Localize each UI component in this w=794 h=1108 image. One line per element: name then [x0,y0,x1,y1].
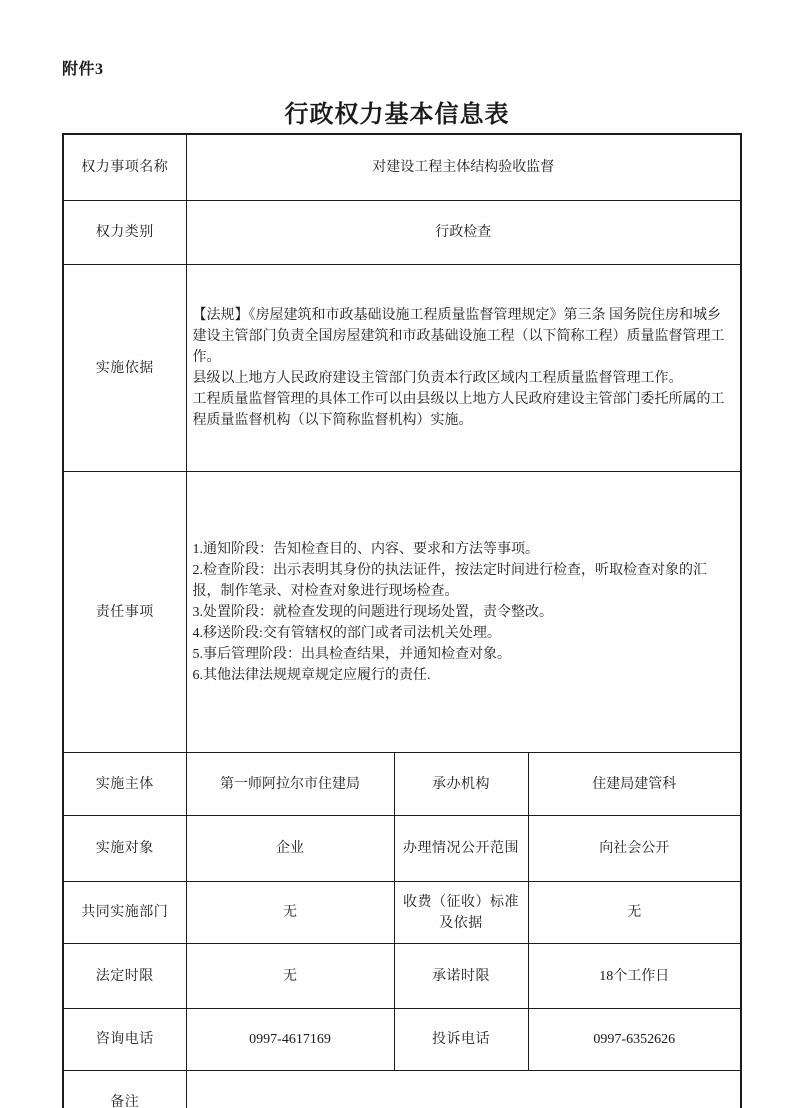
power-type-value: 行政检查 [186,201,741,265]
legal-time-limit-value: 无 [186,944,394,1009]
consult-phone-label: 咨询电话 [63,1009,186,1071]
disclosure-scope-value: 向社会公开 [528,816,741,882]
handling-agency-label: 承办机构 [394,753,528,816]
row-remark [63,1071,741,1108]
fee-standard-value: 无 [528,882,741,944]
row-duties [63,472,741,753]
duties-value [186,472,741,753]
fee-standard-label: 收费（征收）标准及依据 [394,882,528,944]
subject-value: 第一师阿拉尔市住建局 [186,753,394,816]
joint-dept-label: 共同实施部门 [63,882,186,944]
power-type-label: 权力类别 [63,201,186,265]
remark-label: 备注 [63,1071,186,1108]
complaint-phone-value: 0997-6352626 [528,1009,741,1071]
row-time-limit [63,944,741,1009]
basis-paragraph: 工程质量监督管理的具体工作可以由县级以上地方人民政府建设主管部门委托所属的工程质量监督机构（以下简称监督机构）实施。 [192,392,725,428]
duty-item: 3.处置阶段：就检查发现的问题进行现场处置，责令整改。 [192,604,553,620]
legal-time-limit-label: 法定时限 [63,944,186,1009]
target-label: 实施对象 [63,816,186,882]
row-joint-dept [63,882,741,944]
duties-label: 责任事项 [63,472,186,753]
attachment-label: 附件3 [62,61,104,78]
item-name-value: 对建设工程主体结构验收监督 [186,134,741,201]
duty-item: 6.其他法律法规规章规定应履行的责任. [192,667,431,683]
item-name-label: 权力事项名称 [63,134,186,201]
row-target [63,816,741,882]
duty-item: 4.移送阶段:交有管辖权的部门或者司法机关处理。 [192,625,501,641]
row-basis [63,265,741,472]
promised-time-limit-value: 18个工作日 [528,944,741,1009]
row-power-type [63,201,741,265]
basis-label: 实施依据 [63,265,186,472]
target-value: 企业 [186,816,394,882]
promised-time-limit-label: 承诺时限 [394,944,528,1009]
complaint-phone-label: 投诉电话 [394,1009,528,1071]
consult-phone-value: 0997-4617169 [186,1009,394,1071]
subject-label: 实施主体 [63,753,186,816]
duty-item: 5.事后管理阶段：出具检查结果，并通知检查对象。 [192,646,511,662]
row-subject [63,753,741,816]
duty-item: 1.通知阶段：告知检查目的、内容、要求和方法等事项。 [192,541,539,557]
disclosure-scope-label: 办理情况公开范围 [394,816,528,882]
basis-value [186,265,741,472]
row-item-name [63,134,741,201]
duty-item: 2.检查阶段：出示表明其身份的执法证件，按法定时间进行检查，听取检查对象的汇报，制作笔录、对检查对象进行现场检查。 [192,562,707,599]
basis-paragraph: 【法规】《房屋建筑和市政基础设施工程质量监督管理规定》第三条 国务院住房和城乡建设主管部门负责全国房屋建筑和市政基础设施工程（以下简称工程）质量监督管理工作。 [192,308,725,365]
joint-dept-value: 无 [186,882,394,944]
page-title: 行政权力基本信息表 [284,102,510,128]
info-table [62,133,742,1108]
handling-agency-value: 住建局建管科 [528,753,741,816]
row-phone [63,1009,741,1071]
remark-value [186,1071,741,1108]
basis-paragraph: 县级以上地方人民政府建设主管部门负责本行政区域内工程质量监督管理工作。 [192,371,683,386]
